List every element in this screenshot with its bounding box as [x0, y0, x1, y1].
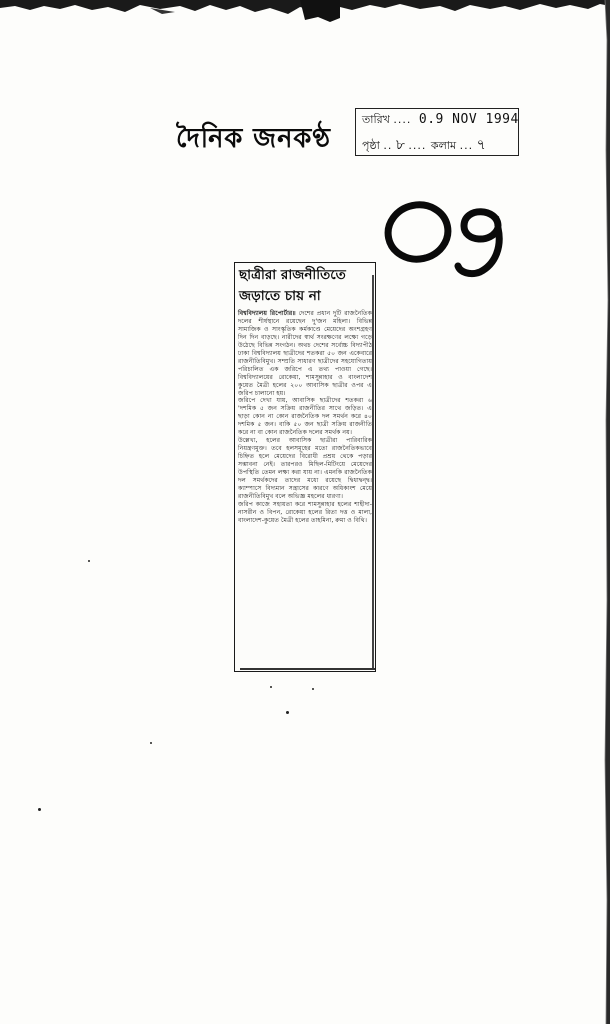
article-paragraph: [238, 310, 372, 397]
article-paragraph: উল্লেখ্য, হলের আবাসিক ছাত্রীরা পারিবারিক নিয়ন্ত্রণমুক্ত। তবে হলসমূহের মতো রাজনৈতিকভাবে চিহ্নিত হলে মেয়েদের বিরোধী প্রশ্রয় থেকে পড়ার সম্ভাবনা নেই। তারপরও মিছিল-মিটিংয়ে মেয়েদের উপস্থিতি তেমন লক্ষ্য করা যায় না। এমনকি রাজনৈতিক দল সমর্থকদের তাদের মধ্যে রয়েছে দ্বিধাদ্বন্দ্ব। ক্যাম্পাসে বিদ্যমান সন্ত্রাসের কারণে অধিকাংশ মেয়ে রাজনীতিবিমুখ বলে অভিজ্ঞ মহলের ধারণা।: [238, 437, 372, 500]
stamp-page-label: পৃষ্ঠা: [362, 139, 380, 152]
torn-top-edge: [0, 0, 610, 22]
clipping-shadow-bottom: [240, 668, 375, 670]
stamp-date-label: তারিখ: [362, 113, 390, 126]
article-paragraph: জরিপ কাজে সহায়তা করে শামসুন্নাহার হলের শাহীদা-নাসরীন ও বিপন, রোকেয়া হলের রিতা দত্ত ও মালা, বাংলাদেশ-কুয়েত মৈত্রী হলের তাহমিনা, রুমা ও বিথি।: [238, 500, 372, 524]
scan-right-edge: [594, 0, 610, 1024]
newspaper-name: দৈনিক জনকণ্ঠ: [176, 123, 331, 154]
headline-line-1: ছাত্রীরা রাজনীতিতে: [239, 267, 346, 283]
stamp-dots: ..: [383, 139, 393, 152]
stamp-dots: ...: [459, 139, 474, 152]
scan-speck: [38, 808, 41, 811]
stamp-column-value: ৭: [476, 137, 486, 153]
scan-speck: [312, 688, 314, 690]
stamp-date-row: [362, 111, 519, 130]
handwritten-number: [380, 192, 520, 280]
scan-speck: [270, 686, 272, 688]
stamp-page-row: [362, 133, 486, 157]
article-paragraph: জরিপে দেখা যায়, আবাসিক ছাত্রীদের শতকরা ৬ 'দশমিক ৫ জন সক্রিয় রাজনীতির সাথে জড়িত। এ ছাড়া কোন না কোন রাজনৈতিক দল সমর্থন করে ৪০ দশমিক ৫ জন। বাকি ৫০ জন ছাত্রী সক্রিয় রাজনীতি করে না বা কোন রাজনৈতিক দলের সমর্থক নয়।: [238, 397, 372, 437]
paragraph-text: দেশের প্রধান দুটি রাজনৈতিক দলের শীর্ষস্থানে রয়েছেন দু'জন মহিলা। বিভিন্ন সামাজিক ও সাংস্কৃতিক কর্মকাণ্ডে মেয়েদের অংশগ্রহণ দিন দিন বাড়ছে। নারীদের স্বার্থ সংরক্ষণের লক্ষ্যে গড়ে উঠেছে বিভিন্ন সংগঠন। অথচ দেশের সর্বোচ্চ বিদ্যাপীঠ ঢাকা বিশ্ববিদ্যালয় ছাত্রীদের শতকরা ৫০ জন একেবারে রাজনীতিবিমুখ। সম্প্রতি সাধারণ ছাত্রীদের সহযোগিতায় পরিচালিত এক জরিপে এ তথ্য পাওয়া গেছে। বিশ্ববিদ্যালয়ের রোকেয়া, শামসুন্নাহার ও বাংলাদেশ কুয়েত মৈত্রী হলের ২০০ আবাসিক ছাত্রীর ওপর এ জরিপ চালানো হয়।: [238, 310, 372, 397]
article-body: [238, 310, 372, 525]
scan-speck: [150, 742, 152, 744]
article-headline: [239, 265, 371, 307]
stamp-dots: ....: [408, 139, 431, 152]
article-byline: বিশ্ববিদ্যালয় রিপোর্টার॥: [238, 310, 296, 317]
scan-speck: [286, 711, 289, 714]
headline-line-2: জড়াতে চায় না: [239, 288, 321, 304]
stamp-column-label: কলাম: [430, 139, 457, 152]
stamp-date-value: 0.9 NOV 1994: [418, 112, 519, 127]
scan-speck: [88, 560, 90, 562]
stamp-dots: ....: [393, 113, 412, 126]
newspaper-clipping: [234, 262, 376, 672]
stamp-page-value: ৮: [395, 137, 405, 153]
date-stamp: [355, 108, 519, 156]
clipping-shadow-right: [372, 275, 374, 670]
